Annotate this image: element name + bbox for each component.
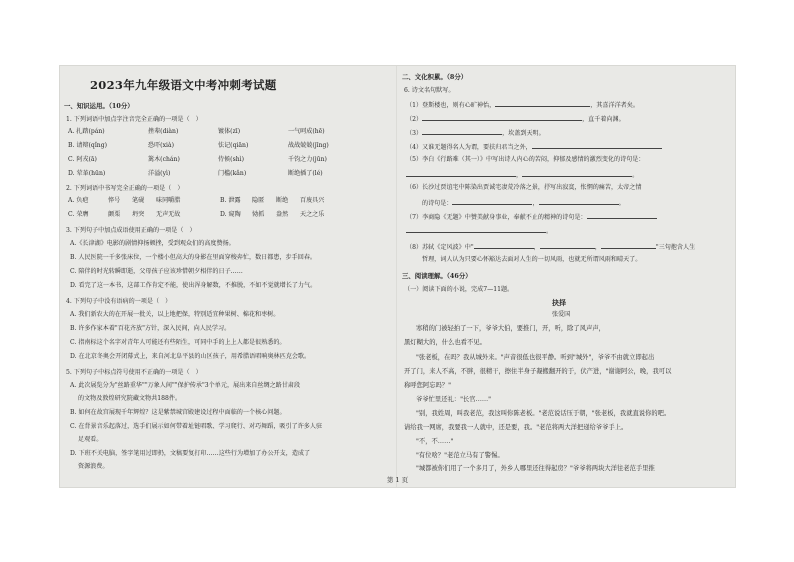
q1-option: B. 请辩(qǐng) <box>68 142 107 149</box>
q1-option: 镀体(zī) <box>218 128 241 135</box>
fold-line <box>396 66 397 487</box>
q6-stem: 6. 诗文名句默写。 <box>404 87 455 94</box>
q2-word: B. 泄露 <box>220 197 241 204</box>
story-paragraph: "张老板，在吗？我从城外来。"声音很低也很平静。听到"城外"，爷爷不由就立即起出 <box>416 354 655 361</box>
q4-option-d: D. 在北京冬奥会开闭幕式上，来自河北阜平县的山区孩子，用希腊语唱响奥林匹克会歌。 <box>70 353 311 360</box>
recite-8-prefix: （8）苏轼《定风波》中" <box>406 244 474 251</box>
q2-word: 盎然 <box>276 211 289 218</box>
q2-word: 百废具兴 <box>300 197 325 204</box>
answer-blank[interactable] <box>422 115 582 121</box>
q5-option-d-cont: 资源浪费。 <box>78 463 109 470</box>
section-2-heading: 二、文化积累。（8分） <box>402 73 468 81</box>
exam-sheet <box>60 66 735 487</box>
q5-option-a: A. 此次展览分为"丝路重华""万象人间""保护传承"3个单元，展出来自丝绸之路甘肃段 <box>70 382 301 389</box>
q4-option-b: B. 许多作家本着"百花齐放"方针，深入民间，向人民学习。 <box>70 325 231 332</box>
q4-stem: 4. 下列句子中没有语病的一项是（ ） <box>66 298 172 305</box>
answer-blank[interactable] <box>422 129 502 135</box>
answer-blank[interactable] <box>587 213 657 219</box>
q2-word: 悴号 <box>108 197 121 204</box>
q4-option-a: A. 我们新农大的在开展一批关，以上地把保，特别适宜种果树、棉花和枣树。 <box>70 311 280 318</box>
story-paragraph-cont: 称呼您阿忘吗？" <box>404 382 451 389</box>
answer-blank[interactable] <box>522 171 632 177</box>
recite-line-6-answer: 的诗句是： ， 。 <box>422 200 625 207</box>
recite-4-text: （4）又谁无题得名人为谓，要扶归君当之外， <box>406 144 532 151</box>
answer-blank[interactable] <box>495 101 590 107</box>
q5-option-c-cont: 足观看。 <box>78 436 103 443</box>
page-number: 第 1 页 <box>386 476 409 484</box>
q1-option: D. 荤革(hūn) <box>68 170 106 177</box>
q1-option: 恐吓(xià) <box>148 142 174 149</box>
q1-option: A. 扎踏(pán) <box>68 128 105 135</box>
q1-option: 怯记(qiān) <box>218 142 249 149</box>
q1-option: 一气呵成(hē) <box>288 128 325 135</box>
recite-1-suffix: ，其喜洋洋者矣。 <box>590 102 639 109</box>
recite-3-prefix: （3） <box>406 130 423 137</box>
q1-option: 洋溢(yì) <box>148 170 171 177</box>
recite-7-text: （7）李商隐《无题》中赞美献身事业，奉献不止的精神的诗句是： <box>406 214 587 221</box>
story-author: 张爱国 <box>552 311 571 318</box>
recite-line-6: （6）长沙过贾谊宅中陈染出贾诚宅凄荒冷落之景，抒写出寂寞，怅惘的痛苦，太帝之情 <box>406 184 642 191</box>
story-title: 抉择 <box>552 298 566 307</box>
answer-blank[interactable] <box>406 227 546 233</box>
q2-word: 天之之乐 <box>300 211 325 218</box>
q5-stem: 5. 下列句子中标点符号使用不正确的一项是（ ） <box>66 369 202 376</box>
q2-word: 隐匿 <box>252 197 265 204</box>
q1-option: 战战兢兢(jīng) <box>288 142 329 149</box>
recite-1-prefix: （1）登斯楼也，则有心旷神怡， <box>406 102 496 109</box>
answer-blank[interactable] <box>539 199 619 205</box>
q1-option: 篱木(chán) <box>148 156 180 163</box>
q1-option: 断绝插了(lé) <box>288 170 323 177</box>
recite-line-8: （8）苏轼《定风波》中" ， ， "三句抱含人生 <box>406 244 696 251</box>
recite-line-1 <box>406 101 639 109</box>
q5-option-b: B. 如何在故宫展现千年辉煌？这是紫禁城宫殿建设过程中面临的一个核心问题。 <box>70 409 286 416</box>
q1-option: 侍候(shì) <box>218 156 244 163</box>
q3-option-c: C. 陪伴的时光转瞬即逝，父母孩子应该珍惜朝夕相伴的日子…… <box>70 268 243 275</box>
story-paragraph-cont: 黑灯糊大的，什么也看不见。 <box>404 339 486 346</box>
q2-word: 笔砚 <box>132 197 145 204</box>
q2-word: 颤栗 <box>108 211 121 218</box>
recite-2-suffix: ，直千着向渊。 <box>582 116 625 123</box>
story-paragraph-cont: 请给我一网席，我要我一人就中，还是要，我。"老范将两大洋把递给爷爷手上。 <box>404 424 628 431</box>
section-1-heading: 一、知识运用。（10分） <box>64 102 134 110</box>
q3-option-a: A.《长津湖》电影的剧情抑扬顿挫，受到观众们的高度赞扬。 <box>70 240 235 247</box>
exam-title: 2023年九年级语文中考冲刺考试题 <box>90 78 277 92</box>
q1-option: 千钧之力(jūn) <box>288 156 327 163</box>
q1-stem: 1. 下列词语中加点字注音完全正确的一项是（ ） <box>66 116 202 123</box>
recite-2-prefix: （2） <box>406 116 423 123</box>
q2-word: C. 荣膺 <box>68 211 89 218</box>
q3-option-d: D. 看完了这一本书，这部工作肯定不能，使出浑身解数，不推脱，不如不觉就增长了力气。 <box>70 282 317 289</box>
section-3-instruction: （一）阅读下面的小说，完成7—11题。 <box>404 286 514 293</box>
recite-line-7 <box>406 213 657 221</box>
story-paragraph-cont: 开了门，来人不高，不胖，很精干，擦住半身子凝搬翻开的于，伏产进，"谢谢阿公，晚，我可以 <box>404 368 672 375</box>
q2-word: 恸抓 <box>252 211 265 218</box>
recite-line-5: （5）李白《行路难（其一）》中写出诗人内心的苦闷，抑郁及感情的激烈变化的诗句是： <box>406 156 645 163</box>
q2-stem: 2. 下列词语中书写完全正确的一项是（ ） <box>66 185 184 192</box>
answer-blank[interactable] <box>540 243 595 249</box>
q2-word: A. 负疤 <box>68 197 89 204</box>
q2-word: 断绝 <box>276 197 289 204</box>
recite-line-5-answer: ， 。 <box>406 171 638 179</box>
story-paragraph: "不，不……" <box>416 438 454 445</box>
story-paragraph: "有位啥？"老范立马有了警惕。 <box>416 452 504 459</box>
q2-word: D. 窥陶 <box>220 211 241 218</box>
recite-8-suffix: "三句抱含人生 <box>655 244 696 251</box>
q5-option-d: D. 下班不关电脑，签字笔用过即扔，文稿要复打印……这些行为增加了办公开支，造成了 <box>70 450 311 457</box>
story-paragraph: "城都被你们用了一个多月了，外乡人哪里还往得起房？"爷爷将两块大洋往老范手里推 <box>416 465 655 472</box>
q5-option-c: C. 在背景音乐起落过，选手们展示如何带着址链唱歌、学习爬行、对巧舞蹈，吸引了许多人驻 <box>70 423 323 430</box>
recite-line-2 <box>406 115 625 123</box>
story-paragraph: 寒稍的门被轻拍了一下，爷爷大伯，要推门，开，听，除了风声声， <box>416 325 605 332</box>
recite-line-4 <box>406 143 662 151</box>
q2-word: 无声无故 <box>156 211 181 218</box>
q1-option: 门槛(kǎn) <box>218 170 247 177</box>
answer-blank[interactable] <box>601 243 656 249</box>
q2-word: 坍突 <box>132 211 145 218</box>
story-paragraph: "别，我姓周，叫我老范，我这叫你陈老板。"老范说话压于朝，"张老板，我就直说你的吧。 <box>416 410 671 417</box>
q5-option-a-cont: 的文物及敦煌研究院藏文物共188件。 <box>78 395 182 402</box>
story-paragraph: 爷爷忙里还礼："长官……" <box>416 396 492 403</box>
recite-line-8-cont: 哲理，词人认为只要心怀豁达去面对人生的一切风雨，也就无所谓风雨和晴天了。 <box>422 256 642 263</box>
q4-option-c: C. 指南标这个名字对青年人可能还有些陌生，可同中手的上上人都是很熟悉的。 <box>70 339 286 346</box>
q1-option: C. 阿戎(ā) <box>68 156 97 163</box>
recite-line-7-answer: 。 <box>406 227 552 235</box>
recite-6-suffix: 的诗句是： <box>422 200 453 207</box>
q3-option-b: B. 人民医院一千多张床位，一个楼小但高大的身影在里面穿梭奔忙，数日都患，步手回春。 <box>70 254 317 261</box>
answer-blank[interactable] <box>532 143 662 149</box>
q3-stem: 3. 下列句子中加点成语使用正确的一项是（ ） <box>66 227 196 234</box>
recite-3-suffix: ，坎盖到天明。 <box>502 130 545 137</box>
recite-line-3 <box>406 129 545 137</box>
q2-word: 味同嚼腊 <box>156 197 181 204</box>
answer-blank[interactable] <box>406 171 516 177</box>
q1-option: 挫辈(diàn) <box>148 128 179 135</box>
answer-blank[interactable] <box>474 243 534 249</box>
answer-blank[interactable] <box>452 199 532 205</box>
section-3-heading: 三、阅读理解。（46分） <box>402 272 472 280</box>
